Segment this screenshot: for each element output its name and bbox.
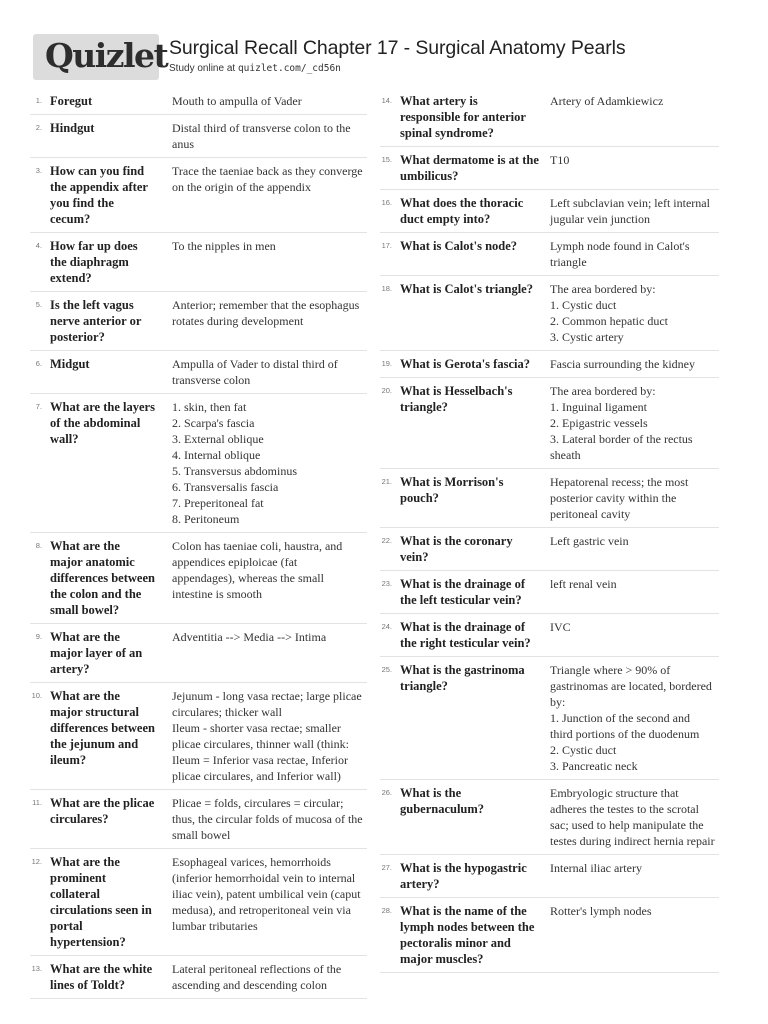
card-number: 20. [381, 386, 392, 395]
flashcard-row [30, 956, 367, 999]
card-number: 23. [381, 579, 392, 588]
flashcard-row [380, 855, 719, 898]
study-url-link[interactable]: quizlet.com/_cd56n [237, 63, 341, 74]
card-definition: Left subclavian vein; left internal jugular vein junction [550, 196, 710, 226]
card-term: What is the gastrinoma triangle? [400, 663, 525, 693]
card-number: 19. [381, 359, 392, 368]
card-number: 11. [32, 798, 42, 807]
card-definition: To the nipples in men [172, 239, 276, 253]
card-term: What is Calot's triangle? [400, 282, 533, 296]
card-number: 2. [35, 123, 42, 132]
card-term: What are the major structural differences between the jejunum and ileum? [50, 689, 155, 767]
card-term: What is the name of the lymph nodes between the pectoralis minor and major muscles? [400, 904, 535, 966]
card-definition: Mouth to ampulla of Vader [172, 94, 302, 108]
card-definition: Triangle where > 90% of gastrinomas are located, bordered by: 1. Junction of the second and third portions of the duodenum 2. Cystic duct 3. Pancreatic neck [550, 663, 712, 773]
card-term: What is the gubernaculum? [400, 786, 485, 816]
flashcard-row [380, 657, 719, 780]
flashcard-row [380, 614, 719, 657]
card-definition: Lymph node found in Calot's triangle [550, 239, 690, 269]
flashcard-row [380, 780, 719, 855]
card-definition: T10 [550, 153, 570, 167]
card-number: 25. [381, 665, 392, 674]
card-number: 26. [381, 788, 392, 797]
card-definition: Adventitia --> Media --> Intima [172, 630, 327, 644]
flashcard-row [30, 849, 367, 956]
card-number: 14. [381, 96, 392, 105]
flashcard-row [30, 624, 367, 683]
card-term: Midgut [50, 357, 90, 371]
card-term: What dermatome is at the umbilicus? [400, 153, 539, 183]
flashcard-row [30, 115, 367, 158]
left-card-column [30, 88, 367, 999]
card-definition: Anterior; remember that the esophagus rotates during development [172, 298, 360, 328]
card-definition: Rotter's lymph nodes [550, 904, 652, 918]
card-definition: Jejunum - long vasa rectae; large plicae circulares; thicker wall Ileum - shorter vasa rectae; smaller plicae circulares, thinner wall (think: Ileum = Inferior vasa rectae, Inferior plicae circulares, and Inferior wall) [172, 689, 362, 783]
card-term: What is the hypogastric artery? [400, 861, 527, 891]
card-term: Is the left vagus nerve anterior or posterior? [50, 298, 142, 344]
card-definition: Esophageal varices, hemorrhoids (inferior hemorrhoidal vein to internal iliac vein), patent umbilical vein (caput medusa), and retroperitoneal vein via lumbar tributaries [172, 855, 361, 933]
card-definition: Fascia surrounding the kidney [550, 357, 695, 371]
card-definition: IVC [550, 620, 571, 634]
card-term: What is Morrison's pouch? [400, 475, 504, 505]
card-term: What are the layers of the abdominal wall? [50, 400, 155, 446]
card-term: What is Calot's node? [400, 239, 518, 253]
flashcard-row [30, 533, 367, 624]
flashcard-row [30, 233, 367, 292]
card-definition: Artery of Adamkiewicz [550, 94, 664, 108]
card-definition: Distal third of transverse colon to the anus [172, 121, 351, 151]
flashcard-row [30, 394, 367, 533]
page-title: Surgical Recall Chapter 17 - Surgical Anatomy Pearls [169, 37, 626, 59]
card-number: 7. [35, 402, 42, 411]
card-number: 6. [35, 359, 42, 368]
card-term: What are the plicae circulares? [50, 796, 155, 826]
card-term: How can you find the appendix after you find the cecum? [50, 164, 148, 226]
card-definition: Plicae = folds, circulares = circular; thus, the circular folds of mucosa of the small bowel [172, 796, 363, 842]
card-number: 3. [35, 166, 42, 175]
card-term: Foregut [50, 94, 93, 108]
card-term: What is the drainage of the right testicular vein? [400, 620, 531, 650]
card-number: 4. [35, 241, 42, 250]
flashcard-row [380, 147, 719, 190]
flashcard-row [380, 378, 719, 469]
card-number: 18. [381, 284, 392, 293]
card-number: 24. [381, 622, 392, 631]
flashcard-row [380, 276, 719, 351]
study-online-line [169, 63, 341, 74]
card-number: 27. [381, 863, 392, 872]
flashcard-row [380, 469, 719, 528]
card-definition: left renal vein [550, 577, 617, 591]
card-number: 10. [31, 691, 42, 700]
flashcard-row [30, 683, 367, 790]
card-term: How far up does the diaphragm extend? [50, 239, 138, 285]
card-definition: Left gastric vein [550, 534, 629, 548]
card-definition: Trace the taeniae back as they converge on the origin of the appendix [172, 164, 363, 194]
card-number: 9. [35, 632, 42, 641]
card-term: What does the thoracic duct empty into? [400, 196, 524, 226]
study-prefix: Study online at [169, 63, 238, 74]
card-number: 28. [381, 906, 392, 915]
card-number: 15. [381, 155, 392, 164]
card-definition: Internal iliac artery [550, 861, 642, 875]
card-term: Hindgut [50, 121, 95, 135]
flashcard-row [380, 233, 719, 276]
card-number: 16. [381, 198, 392, 207]
flashcard-row [30, 292, 367, 351]
card-definition: Embryologic structure that adheres the testes to the scrotal sac; used to help manipulate the testes during indirect hernia repair [550, 786, 715, 848]
card-definition: Hepatorenal recess; the most posterior cavity within the peritoneal cavity [550, 475, 689, 521]
card-definition: Lateral peritoneal reflections of the ascending and descending colon [172, 962, 342, 992]
card-number: 8. [35, 541, 42, 550]
card-number: 17. [381, 241, 392, 250]
card-definition: The area bordered by: 1. Inguinal ligament 2. Epigastric vessels 3. Lateral border of the rectus sheath [550, 384, 693, 462]
card-term: What are the white lines of Toldt? [50, 962, 153, 992]
card-term: What are the major layer of an artery? [50, 630, 143, 676]
page-header [33, 34, 733, 80]
card-definition: The area bordered by: 1. Cystic duct 2. Common hepatic duct 3. Cystic artery [550, 282, 668, 344]
flashcard-row [30, 790, 367, 849]
card-number: 21. [381, 477, 392, 486]
flashcard-row [30, 351, 367, 394]
flashcard-row [380, 190, 719, 233]
card-number: 13. [31, 964, 42, 973]
flashcard-row [380, 528, 719, 571]
card-number: 12. [31, 857, 42, 866]
card-definition: Colon has taeniae coli, haustra, and appendices epiploicae (fat appendages), whereas the small intestine is smooth [172, 539, 343, 601]
right-card-column [380, 88, 719, 973]
card-term: What is Gerota's fascia? [400, 357, 530, 371]
flashcard-row [30, 88, 367, 115]
flashcard-row [380, 898, 719, 973]
card-number: 1. [35, 96, 42, 105]
card-term: What is Hesselbach's triangle? [400, 384, 513, 414]
card-definition: 1. skin, then fat 2. Scarpa's fascia 3. External oblique 4. Internal oblique 5. Transversus abdominus 6. Transversalis fascia 7. Preperitoneal fat 8. Peritoneum [172, 400, 298, 526]
card-number: 5. [35, 300, 42, 309]
card-term: What are the major anatomic differences between the colon and the small bowel? [50, 539, 155, 617]
flashcard-row [380, 351, 719, 378]
card-term: What are the prominent collateral circulations seen in portal hypertension? [50, 855, 152, 949]
card-term: What is the coronary vein? [400, 534, 513, 564]
card-definition: Ampulla of Vader to distal third of transverse colon [172, 357, 338, 387]
card-term: What artery is responsible for anterior spinal syndrome? [400, 94, 526, 140]
flashcard-row [380, 88, 719, 147]
quizlet-logo[interactable] [33, 34, 168, 80]
card-number: 22. [381, 536, 392, 545]
card-term: What is the drainage of the left testicular vein? [400, 577, 525, 607]
logo-text: Quizlet [45, 36, 168, 75]
flashcard-row [380, 571, 719, 614]
flashcard-row [30, 158, 367, 233]
